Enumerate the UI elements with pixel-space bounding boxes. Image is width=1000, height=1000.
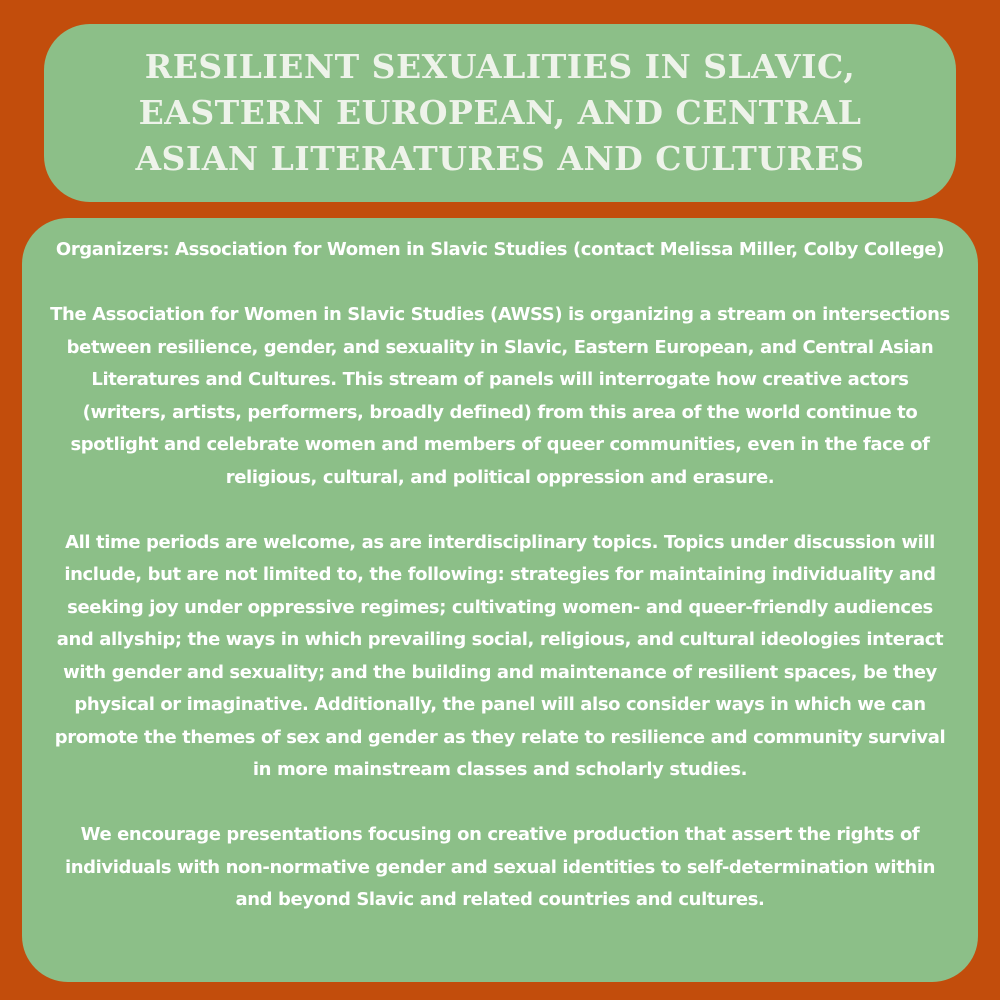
paragraph-encouragement: We encourage presentations focusing on creative production that assert the rights of individuals with non-normative gender and sexual identities to self-determination within and beyond Slavic and related countries and cultures. [64, 824, 936, 910]
organizers-line: Organizers: Association for Women in Slavic Studies (contact Melissa Miller, Colby College) [55, 239, 945, 260]
paragraph-intro: The Association for Women in Slavic Studies (AWSS) is organizing a stream on intersections between resilience, gender, and sexuality in Slavic, Eastern European, and Central Asian Literatures and Cultures. This stream of panels will interrogate how creative actors (writers, artists, performers, broadly defined) from this area of the world continue to spotlight and celebrate women and members of queer communities, even in the face of religious, cultural, and political oppression and erasure. [50, 304, 950, 488]
content-panel [22, 218, 978, 982]
title-panel [44, 24, 956, 202]
paragraph-topics: All time periods are welcome, as are interdisciplinary topics. Topics under discussion will include, but are not limited to, the following: strategies for maintaining individuality and seeking joy under oppressive regimes; cultivating women- and queer-friendly audiences and allyship; the ways in which prevailing social, religious, and cultural ideologies interact with gender and sexuality; and the building and maintenance of resilient spaces, be they physical or imaginative. Additionally, the panel will also consider ways in which we can promote the themes of sex and gender as they relate to resilience and community survival in more mainstream classes and scholarly studies. [54, 531, 946, 780]
page-title: RESILIENT SEXUALITIES IN SLAVIC, EASTERN EUROPEAN, AND CENTRAL ASIAN LITERATURES AND CULTURES [135, 47, 865, 178]
